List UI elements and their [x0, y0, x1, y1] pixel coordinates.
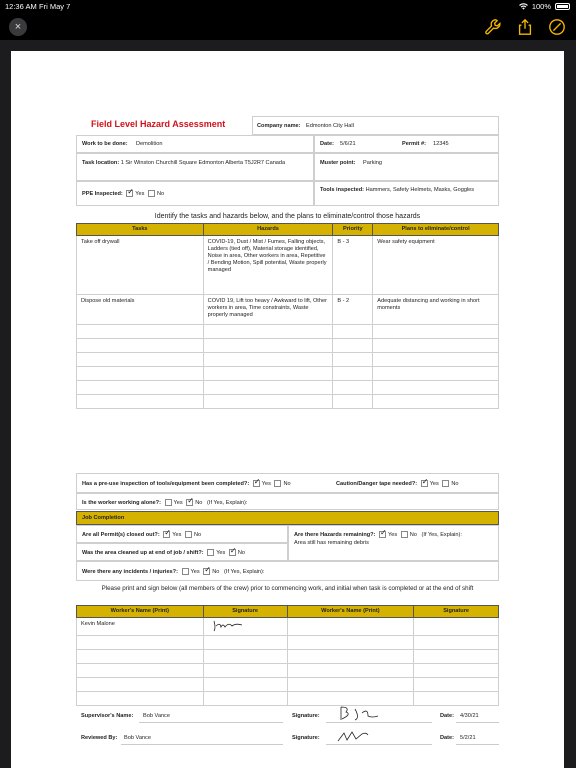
caution-yes-checkbox[interactable] — [421, 480, 428, 487]
supervisor-date-line — [456, 722, 499, 723]
permits-row — [76, 525, 288, 543]
supervisor-signature-line — [326, 722, 432, 723]
empty-cell[interactable] — [287, 664, 414, 678]
permits-no-label: No — [193, 531, 202, 538]
ppe-no-checkbox[interactable] — [148, 190, 155, 197]
ppe-yes-checkbox[interactable] — [126, 190, 133, 197]
preuse-yes-checkbox[interactable] — [253, 480, 260, 487]
battery-icon — [555, 3, 570, 10]
reviewed-value[interactable]: Bob Vance — [124, 735, 151, 741]
reviewed-line — [121, 744, 283, 745]
status-bar — [0, 0, 576, 14]
empty-cell[interactable] — [287, 678, 414, 692]
table-row — [77, 664, 499, 678]
empty-cell[interactable] — [203, 636, 287, 650]
empty-cell[interactable] — [373, 395, 499, 409]
hazards-cell[interactable]: COVID-19, Dust / Mist / Fumes, Falling objects, Ladders (tied off), Material storage identified, Noise in area, Other workers in area, Repetitive / Bending Motion, Spill potential, Waste properly managed — [203, 236, 333, 295]
sign-table-header — [77, 606, 499, 618]
supervisor-line — [139, 722, 283, 723]
caution-yes-label: Yes — [429, 480, 439, 487]
empty-cell[interactable] — [77, 650, 204, 664]
signature-cell[interactable] — [414, 618, 499, 636]
alone-group — [82, 499, 247, 507]
location-value[interactable]: 1 Sir Winston Churchill Square Edmonton Alberta T5J2R7 Canada — [120, 160, 286, 166]
empty-cell[interactable] — [373, 353, 499, 367]
tools-text — [320, 187, 495, 194]
section-heading: Identify the tasks and hazards below, and the plans to eliminate/control those hazards — [154, 213, 421, 220]
task-cell[interactable]: Dispose old materials — [77, 295, 204, 325]
empty-cell[interactable] — [77, 339, 204, 353]
wifi-icon — [519, 3, 528, 10]
hazards-yes-label: Yes — [388, 531, 398, 538]
alone-no-checkbox[interactable] — [186, 499, 193, 506]
empty-cell[interactable] — [414, 650, 499, 664]
priority-cell[interactable]: B - 2 — [333, 295, 373, 325]
col-tasks: Tasks — [77, 224, 204, 236]
empty-cell[interactable] — [287, 650, 414, 664]
wrench-icon[interactable] — [484, 18, 502, 36]
alone-explain: (If Yes, Explain): — [207, 499, 248, 506]
job-completion-header — [76, 511, 499, 525]
permit-label: Permit #: — [402, 141, 426, 147]
cleaned-question: Was the area cleaned up at end of job / shift?: — [82, 549, 204, 556]
alone-question: Is the worker working alone?: — [82, 499, 161, 506]
empty-cell[interactable] — [203, 678, 287, 692]
muster-label: Muster point: — [320, 160, 356, 166]
alone-no-label: No — [195, 499, 203, 506]
permits-no-checkbox[interactable] — [185, 531, 192, 538]
reviewer-signature[interactable] — [336, 729, 372, 743]
incidents-no-checkbox[interactable] — [203, 568, 210, 575]
empty-cell[interactable] — [373, 367, 499, 381]
reviewed-signature-label: Signature: — [292, 735, 320, 741]
supervisor-value[interactable]: Bob Vance — [143, 713, 170, 719]
supervisor-date-label: Date: — [440, 713, 454, 719]
reviewed-signature-line — [326, 744, 432, 745]
empty-cell[interactable] — [203, 692, 287, 706]
empty-cell[interactable] — [77, 353, 204, 367]
empty-cell[interactable] — [333, 325, 373, 339]
caution-question: Caution/Danger tape needed?: — [336, 480, 418, 487]
empty-cell[interactable] — [203, 339, 333, 353]
table-row — [77, 325, 499, 339]
hazards-no-label: No — [409, 531, 417, 538]
permits-yes-label: Yes — [172, 531, 182, 538]
pdf-page — [11, 51, 564, 768]
hazards-cell[interactable]: COVID 19, Lift too heavy / Awkward to lift, Other workers in area, Time constraints, Waste properly managed — [203, 295, 333, 325]
reviewed-date-label: Date: — [440, 735, 454, 741]
col-hazards: Hazards — [203, 224, 333, 236]
empty-cell[interactable] — [77, 692, 204, 706]
worker-name-cell[interactable]: Kevin Malone — [77, 618, 204, 636]
empty-cell[interactable] — [77, 678, 204, 692]
print-sign-instructions: Please print and sign below (all members of the crew) prior to commencing work, and initial when task is completed or at the end of shift — [101, 585, 474, 592]
empty-cell[interactable] — [414, 664, 499, 678]
table-row — [77, 692, 499, 706]
empty-cell[interactable] — [373, 381, 499, 395]
empty-cell[interactable] — [203, 381, 333, 395]
ppe-row — [82, 190, 164, 198]
empty-cell[interactable] — [203, 367, 333, 381]
empty-cell[interactable] — [77, 381, 204, 395]
cleaned-yes-label: Yes — [216, 549, 226, 556]
cleaned-no-checkbox[interactable] — [229, 549, 236, 556]
tools-value[interactable]: Hammers, Safety Helmets, Masks, Goggles — [365, 187, 475, 193]
empty-cell[interactable] — [77, 395, 204, 409]
work-label: Work to be done: — [82, 141, 128, 147]
plan-cell[interactable]: Adequate distancing and working in short moments — [373, 295, 499, 325]
worker-signature — [204, 618, 264, 632]
permits-group — [82, 531, 201, 539]
permits-yes-checkbox[interactable] — [163, 531, 170, 538]
close-button[interactable]: × — [9, 18, 27, 36]
ppe-label: PPE Inspected: — [82, 190, 123, 197]
incidents-yes-label: Yes — [190, 568, 200, 575]
share-icon[interactable] — [516, 18, 534, 36]
table-row — [77, 618, 499, 636]
incidents-explain: (If Yes, Explain): — [224, 568, 265, 575]
empty-cell[interactable] — [77, 664, 204, 678]
location-label: Task location: — [82, 160, 120, 166]
battery-percent: 100% — [531, 2, 551, 11]
empty-cell[interactable] — [373, 339, 499, 353]
date-label: Date: — [320, 141, 334, 147]
empty-cell[interactable] — [333, 381, 373, 395]
table-row — [77, 367, 499, 381]
alone-yes-checkbox[interactable] — [165, 499, 172, 506]
location-text — [82, 160, 307, 167]
hazard-table — [76, 223, 499, 409]
job-completion-title: Job Completion — [82, 515, 125, 521]
company-box — [252, 116, 499, 135]
permit-value[interactable]: 12345 — [433, 141, 449, 147]
supervisor-date-value[interactable]: 4/30/21 — [460, 713, 479, 719]
ppe-no-label: No — [156, 190, 165, 197]
crew-sign-table — [76, 605, 499, 706]
preuse-yes-label: Yes — [261, 480, 271, 487]
preuse-question: Has a pre-use inspection of tools/equipment been completed?: — [82, 480, 250, 487]
hazards-yes-checkbox[interactable] — [379, 531, 386, 538]
empty-cell[interactable] — [414, 678, 499, 692]
worker-name-cell[interactable] — [287, 618, 414, 636]
reviewed-label: Reviewed By: — [81, 735, 118, 741]
date-value[interactable]: 5/6/21 — [340, 141, 356, 147]
hazards-remaining-group — [294, 531, 462, 539]
preuse-no-checkbox[interactable] — [274, 480, 281, 487]
cleaned-yes-checkbox[interactable] — [207, 549, 214, 556]
col-worker-name-1: Worker's Name (Print) — [77, 606, 204, 618]
signature-cell[interactable] — [203, 618, 287, 636]
incidents-question: Were there any incidents / injuries?: — [82, 568, 178, 575]
col-signature-2: Signature — [414, 606, 499, 618]
tools-box — [314, 181, 499, 206]
empty-cell[interactable] — [203, 353, 333, 367]
empty-cell[interactable] — [333, 339, 373, 353]
caution-group — [336, 480, 459, 488]
status-date: Fri May 7 — [39, 2, 71, 11]
incidents-no-label: No — [212, 568, 220, 575]
preuse-no-label: No — [283, 480, 291, 487]
priority-cell[interactable]: B - 3 — [333, 236, 373, 295]
caution-no-checkbox[interactable] — [442, 480, 449, 487]
empty-cell[interactable] — [203, 325, 333, 339]
permits-question: Are all Permit(s) closed out?: — [82, 531, 160, 538]
preuse-group — [82, 480, 291, 488]
incidents-row — [76, 561, 499, 581]
preuse-row — [76, 473, 499, 493]
empty-cell[interactable] — [414, 692, 499, 706]
empty-cell[interactable] — [77, 325, 204, 339]
cleaned-group — [82, 549, 245, 557]
form-title: Field Level Hazard Assessment — [91, 119, 226, 129]
hazards-explain-label: (If Yes, Explain): — [421, 531, 462, 538]
incidents-group — [82, 568, 264, 576]
supervisor-signature-label: Signature: — [292, 713, 320, 719]
table-row — [77, 295, 499, 325]
status-time: 12:36 AM — [5, 2, 37, 11]
tools-label: Tools inspected: — [320, 187, 365, 193]
table-row — [77, 636, 499, 650]
empty-cell[interactable] — [203, 664, 287, 678]
table-row — [77, 678, 499, 692]
task-cell[interactable]: Take off drywall — [77, 236, 204, 295]
cleaned-row — [76, 543, 288, 561]
empty-cell[interactable] — [77, 636, 204, 650]
table-row — [77, 395, 499, 409]
toolbar — [0, 14, 576, 40]
table-row — [77, 381, 499, 395]
ppe-box — [76, 181, 314, 206]
location-box — [76, 153, 314, 181]
empty-cell[interactable] — [333, 353, 373, 367]
table-row — [77, 236, 499, 295]
incidents-yes-checkbox[interactable] — [182, 568, 189, 575]
col-priority: Priority — [333, 224, 373, 236]
cleaned-no-label: No — [237, 549, 246, 556]
muster-box — [314, 153, 499, 181]
col-signature-1: Signature — [203, 606, 287, 618]
markup-icon[interactable] — [548, 18, 566, 36]
reviewed-date-value[interactable]: 5/2/21 — [460, 735, 476, 741]
muster-value[interactable]: Parking — [363, 160, 382, 166]
hazards-no-checkbox[interactable] — [401, 531, 408, 538]
empty-cell[interactable] — [373, 325, 499, 339]
supervisor-signature[interactable] — [338, 704, 383, 722]
alone-yes-label: Yes — [173, 499, 183, 506]
alone-row — [76, 493, 499, 510]
hazards-remaining-question: Are there Hazards remaining?: — [294, 531, 376, 538]
company-value[interactable]: Edmonton City Hall — [306, 123, 354, 129]
caution-no-label: No — [451, 480, 459, 487]
ppe-yes-label: Yes — [135, 190, 145, 197]
empty-cell[interactable] — [333, 367, 373, 381]
empty-cell[interactable] — [203, 395, 333, 409]
empty-cell[interactable] — [333, 395, 373, 409]
date-permit-box — [314, 135, 499, 153]
work-box — [76, 135, 314, 153]
col-worker-name-2: Worker's Name (Print) — [287, 606, 414, 618]
company-label: Company name: — [257, 123, 301, 129]
empty-cell[interactable] — [203, 650, 287, 664]
table-row — [77, 339, 499, 353]
table-row — [77, 650, 499, 664]
hazards-explain-value[interactable]: Area still has remaining debris — [294, 540, 369, 546]
plan-cell[interactable]: Wear safety equipment — [373, 236, 499, 295]
col-plans: Plans to eliminate/control — [373, 224, 499, 236]
empty-cell[interactable] — [414, 636, 499, 650]
reviewed-date-line — [456, 744, 499, 745]
empty-cell[interactable] — [287, 636, 414, 650]
work-value[interactable]: Demolition — [136, 141, 163, 147]
hazards-remaining-box — [288, 525, 499, 561]
empty-cell[interactable] — [77, 367, 204, 381]
supervisor-label: Supervisor's Name: — [81, 713, 134, 719]
hazard-table-header — [77, 224, 499, 236]
table-row — [77, 353, 499, 367]
